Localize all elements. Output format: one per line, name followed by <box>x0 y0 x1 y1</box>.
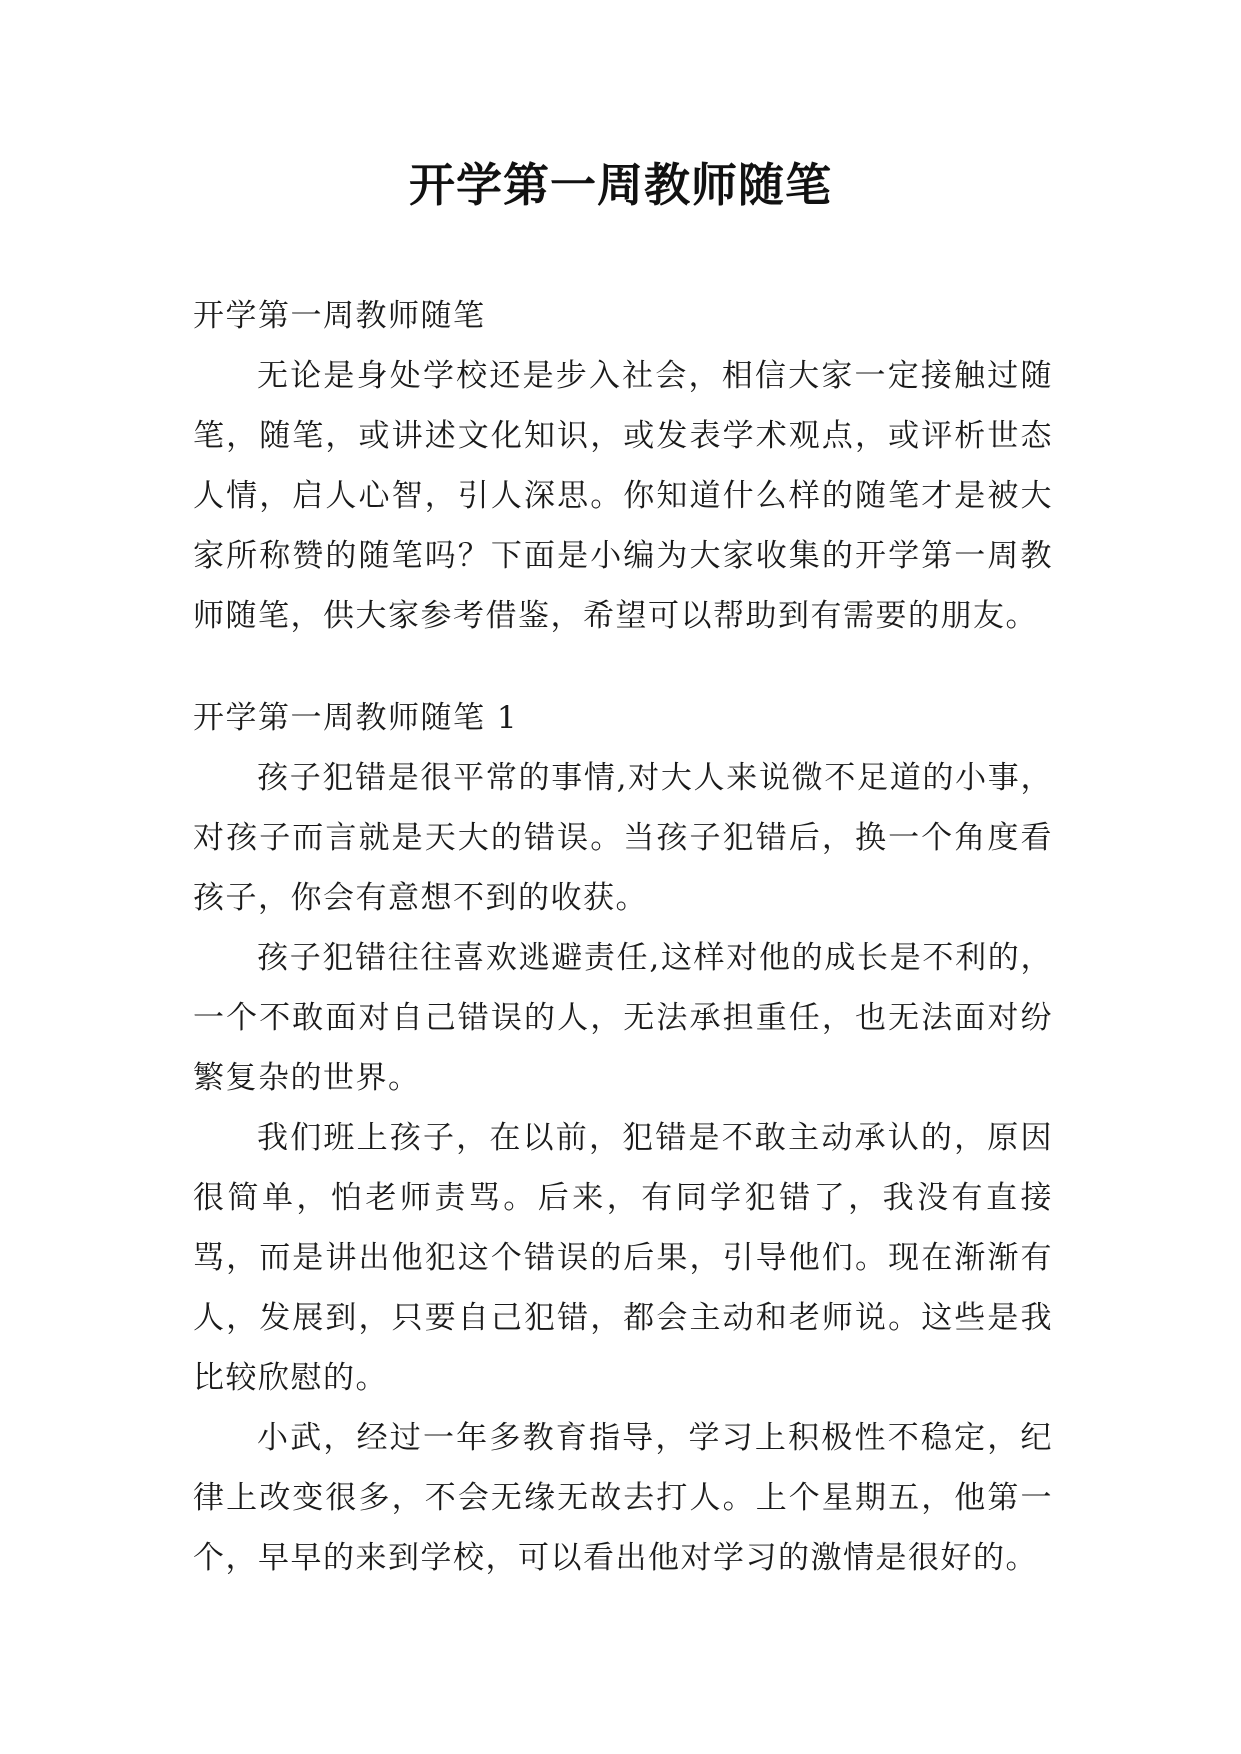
body-paragraph: 小武，经过一年多教育指导，学习上积极性不稳定，纪律上改变很多，不会无缘无故去打人。上个星期五，他第一个，早早的来到学校，可以看出他对学习的激情是很好的。 <box>193 1420 1053 1576</box>
body-paragraph: 孩子犯错是很平常的事情,对大人来说微不足道的小事，对孩子而言就是天大的错误。当孩子犯错后，换一个角度看孩子，你会有意想不到的收获。 <box>193 760 1053 916</box>
intro-heading: 开学第一周教师随笔 <box>193 298 486 334</box>
essay-section-1 <box>193 688 1053 1588</box>
body-paragraph: 我们班上孩子，在以前，犯错是不敢主动承认的，原因很简单，怕老师责骂。后来，有同学犯错了，我没有直接骂，而是讲出他犯这个错误的后果，引导他们。现在渐渐有人，发展到，只要自己犯错，都会主动和老师说。这些是我比较欣慰的。 <box>193 1120 1053 1396</box>
document-title: 开学第一周教师随笔 <box>409 158 832 212</box>
body-paragraph: 孩子犯错往往喜欢逃避责任,这样对他的成长是不利的，一个不敢面对自己错误的人，无法承担重任，也无法面对纷繁复杂的世界。 <box>193 940 1053 1096</box>
intro-section <box>193 286 1053 646</box>
section-heading: 开学第一周教师随笔 1 <box>193 700 519 736</box>
intro-paragraph: 无论是身处学校还是步入社会，相信大家一定接触过随笔，随笔，或讲述文化知识，或发表学术观点，或评析世态人情，启人心智，引人深思。你知道什么样的随笔才是被大家所称赞的随笔吗？下面是小编为大家收集的开学第一周教师随笔，供大家参考借鉴，希望可以帮助到有需要的朋友。 <box>193 358 1053 634</box>
